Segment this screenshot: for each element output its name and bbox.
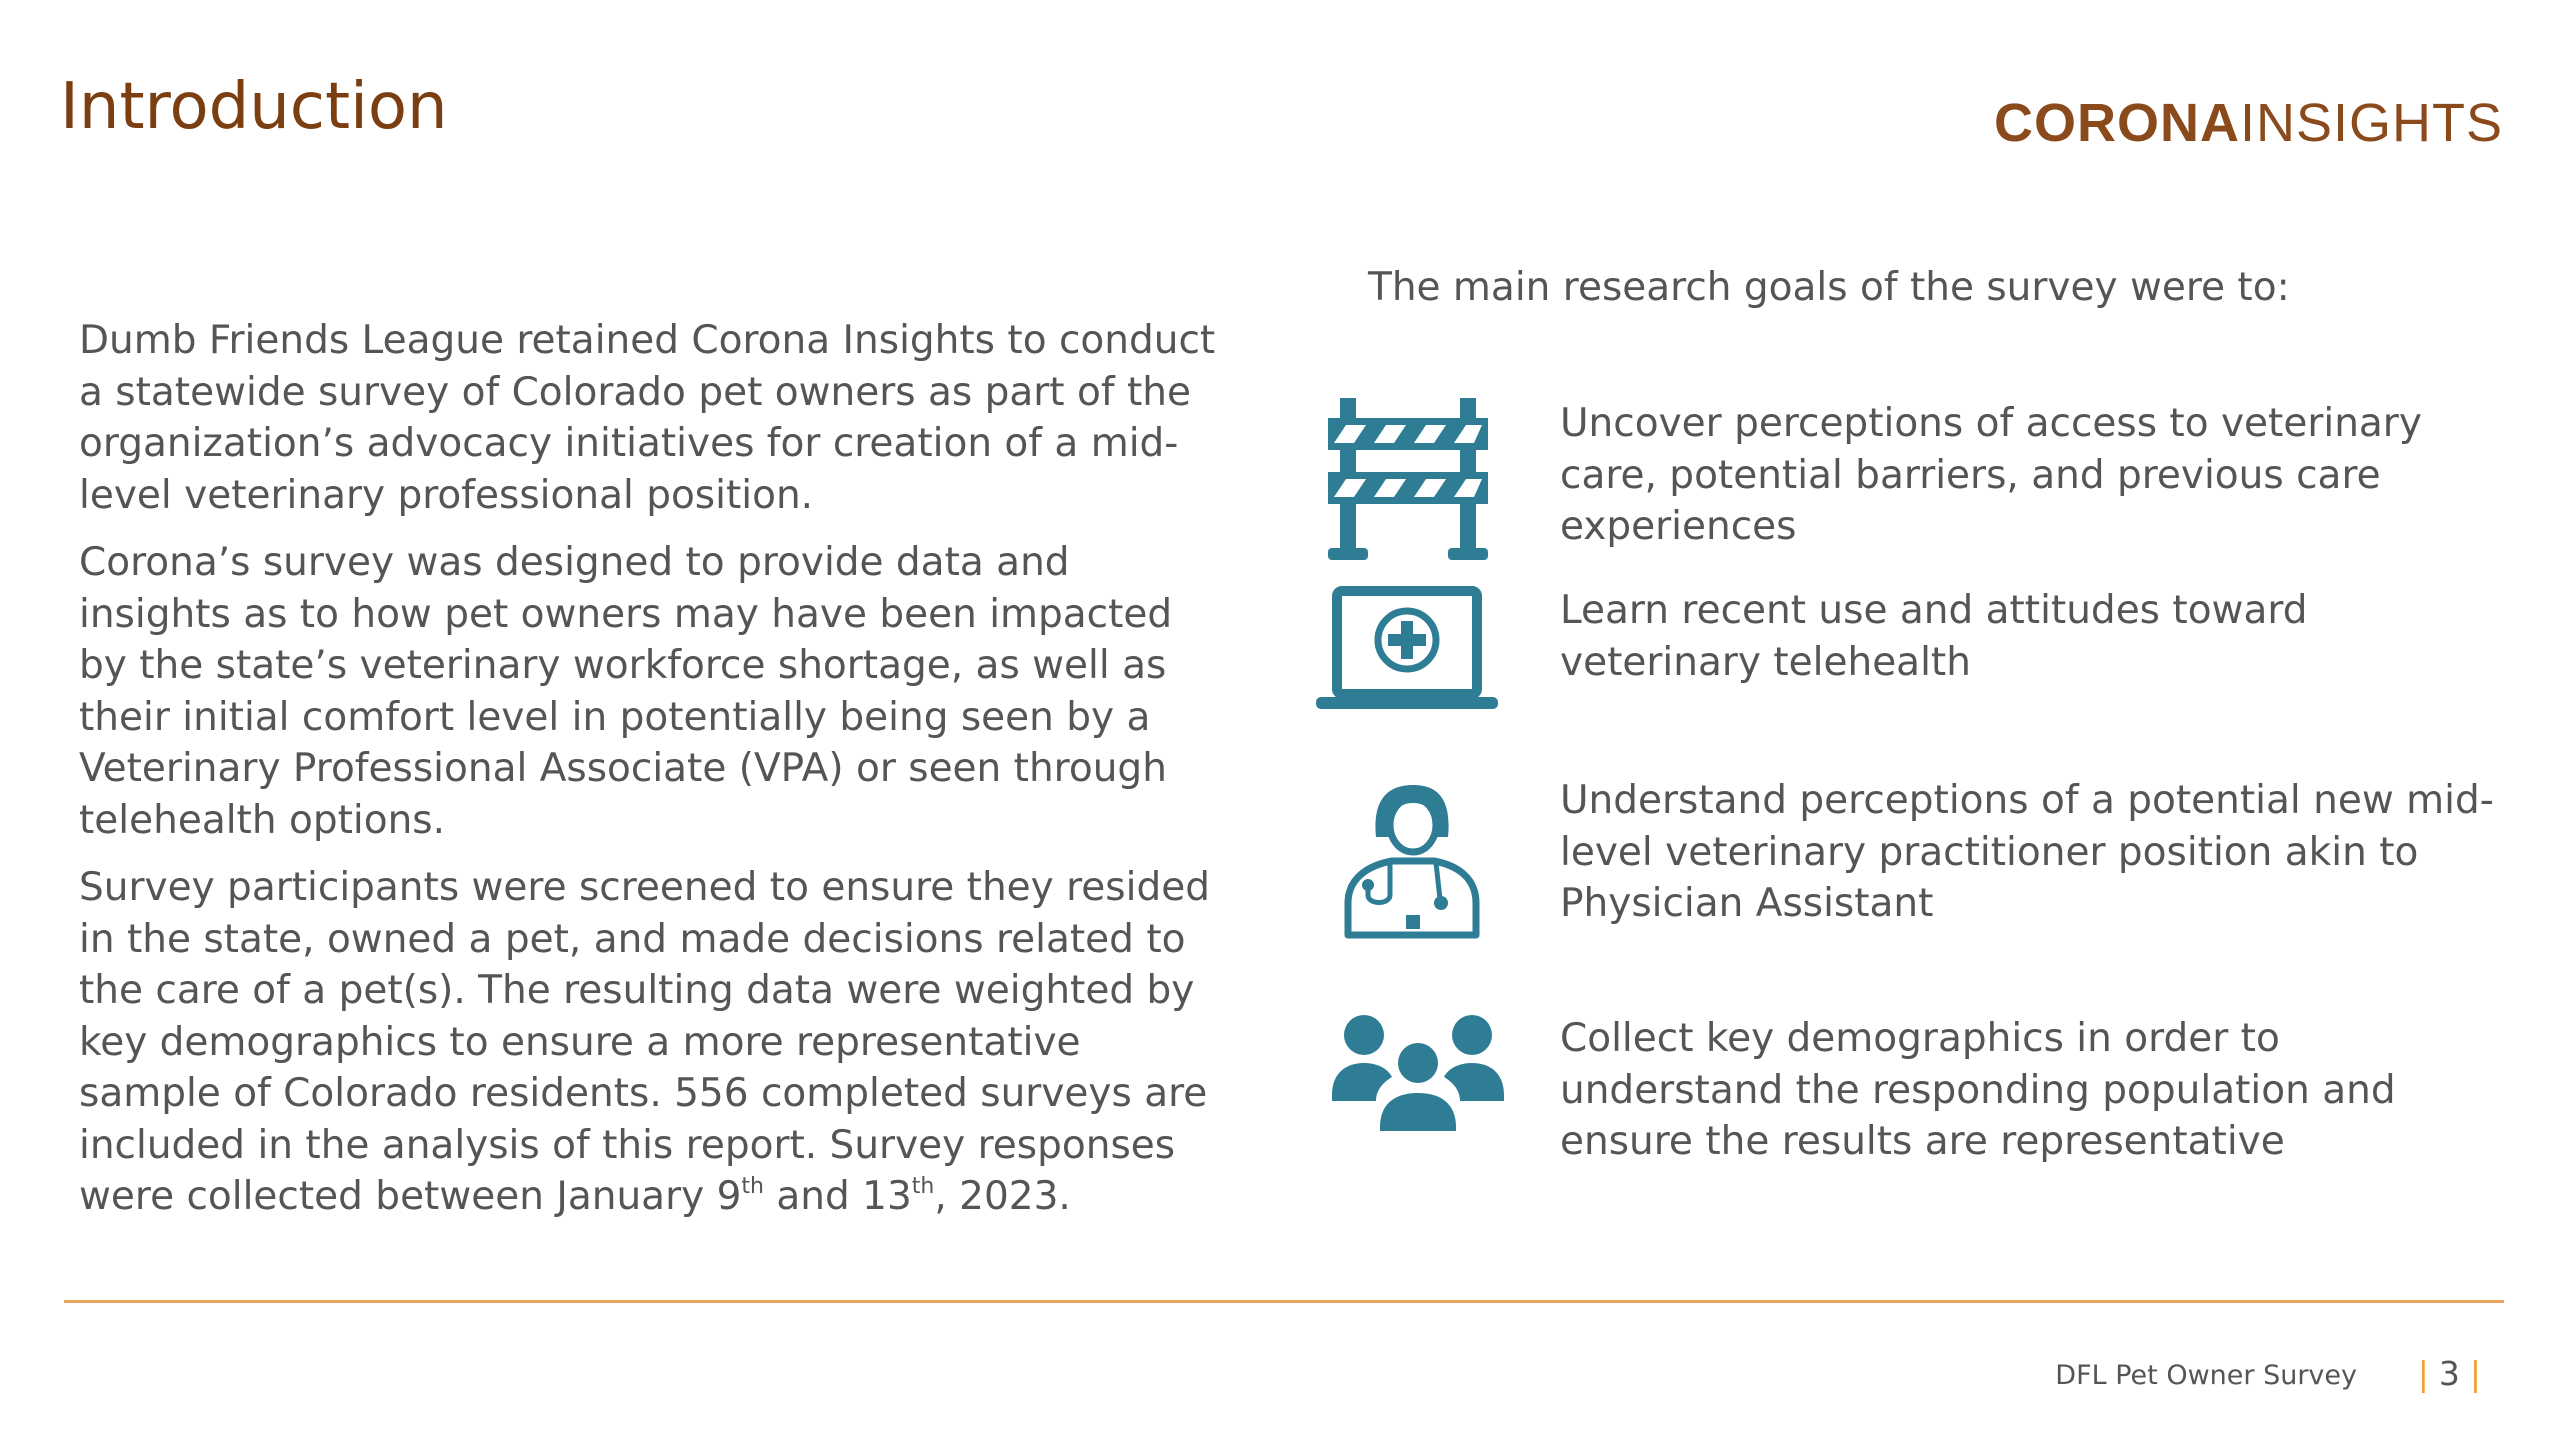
ordinal-suffix-1: th bbox=[741, 1174, 764, 1199]
paragraph-3-main: Survey participants were screened to ensure they resided in the state, owned a pet, and made decisions related to the care of a pet(s). The resulting data were weighted by key demographics to ensure a more representative sample of Colorado residents. 556 completed surveys are included in the analysis of this report. Survey responses were collected between January 9 bbox=[79, 865, 1210, 1219]
footer-divider bbox=[64, 1300, 2504, 1303]
intro-paragraph-1: Dumb Friends League retained Corona Insights to conduct a statewide survey of Colorado pet owners as part of the organization’s advocacy initiatives for creation of a mid-level veterinary professional position. bbox=[79, 318, 1216, 518]
paragraph-3-end: , 2023. bbox=[934, 1174, 1071, 1219]
corona-insights-logo bbox=[1994, 92, 2503, 154]
page-number bbox=[2408, 1354, 2491, 1393]
paragraph-3-mid: and 13 bbox=[764, 1174, 912, 1219]
goal-text-telehealth: Learn recent use and attitudes toward veterinary telehealth bbox=[1560, 588, 2308, 685]
group-icon bbox=[1310, 1013, 1510, 1183]
footer-survey-name: DFL Pet Owner Survey bbox=[2055, 1360, 2357, 1391]
page-bar-right: | bbox=[2469, 1354, 2481, 1393]
goal-item-telehealth bbox=[1310, 585, 2510, 775]
page-bar-left: | bbox=[2417, 1354, 2429, 1393]
barrier-icon bbox=[1310, 398, 1510, 568]
laptop-medical-icon bbox=[1310, 585, 1510, 755]
logo-part-corona: CORONA bbox=[1993, 93, 2240, 153]
goal-text-access: Uncover perceptions of access to veterinary care, potential barriers, and previous care experiences bbox=[1560, 401, 2422, 549]
ordinal-suffix-2: th bbox=[911, 1174, 935, 1199]
goal-item-demographics bbox=[1310, 1013, 2510, 1203]
goal-item-mid-level-position bbox=[1310, 775, 2510, 965]
doctor-icon bbox=[1310, 775, 1510, 945]
goal-text-demographics: Collect key demographics in order to understand the responding population and ensure the results are representative bbox=[1560, 1016, 2396, 1164]
page-number-value: 3 bbox=[2438, 1354, 2460, 1393]
intro-text bbox=[79, 315, 1229, 1239]
goals-intro: The main research goals of the survey were to: bbox=[1368, 265, 2290, 310]
goal-item-access bbox=[1310, 398, 2510, 588]
intro-paragraph-3 bbox=[79, 862, 1229, 1223]
logo-part-insights: INSIGHTS bbox=[2239, 93, 2503, 153]
page-title: Introduction bbox=[60, 70, 448, 144]
intro-paragraph-2: Corona’s survey was designed to provide data and insights as to how pet owners may have been impacted by the state’s veterinary workforce shortage, as well as their initial comfort level in potentially being seen by a Veterinary Professional Associate (VPA) or seen through telehealth options. bbox=[79, 540, 1173, 843]
goal-text-mid-level-position: Understand perceptions of a potential new mid-level veterinary practitioner position akin to Physician Assistant bbox=[1560, 778, 2494, 926]
